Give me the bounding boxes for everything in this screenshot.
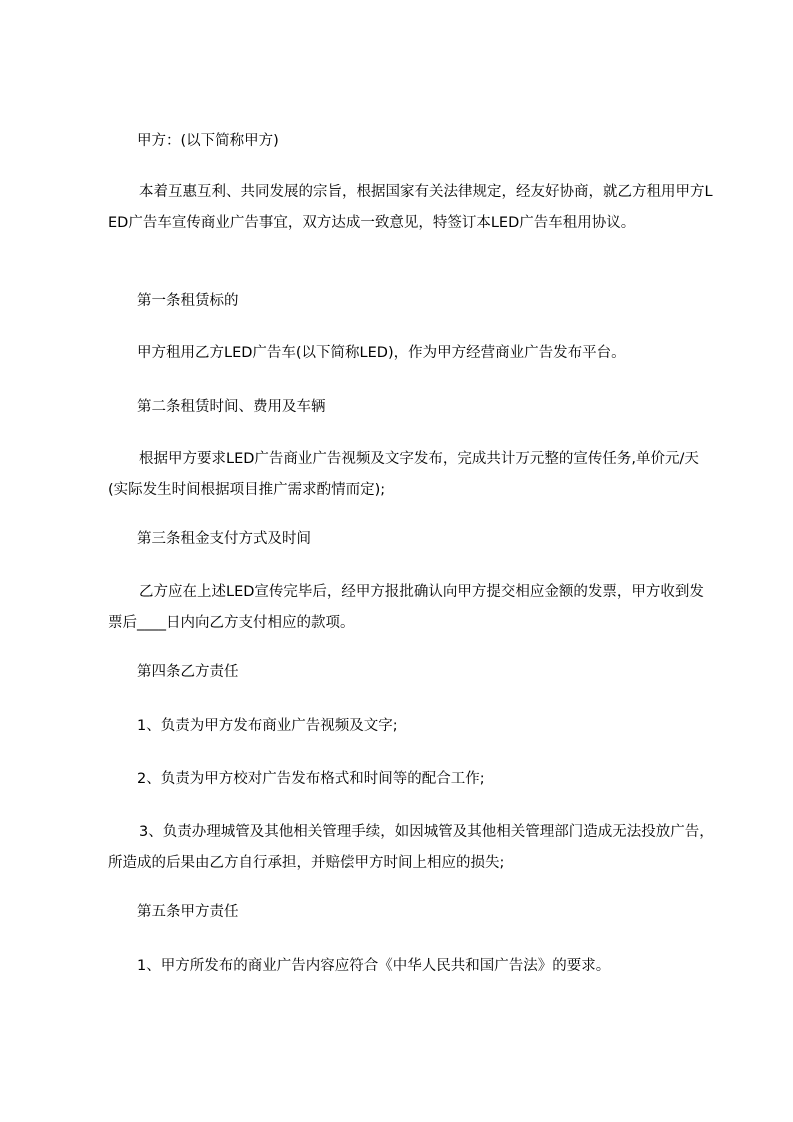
article-4-item-2: 2、负责为甲方校对广告发布格式和时间等的配合工作; — [137, 771, 485, 787]
party-a-line: 甲方：(以下简称甲方) — [137, 133, 279, 149]
intro-paragraph: 本着互惠互利、共同发展的宗旨，根据国家有关法律规定，经友好协商，就乙方租用甲方LED广告车宣传商业广告事宜，双方达成一致意见，特签订本LED广告车租用协议。 — [108, 184, 713, 231]
article-5-item-1: 1、甲方所发布的商业广告内容应符合《中华人民共和国广告法》的要求。 — [137, 958, 611, 974]
article-1-title: 第一条租赁标的 — [137, 293, 239, 309]
article-3-body: 乙方应在上述LED宣传完毕后，经甲方报批确认向甲方提交相应金额的发票，甲方收到发票后____日内向乙方支付相应的款项。 — [108, 584, 704, 631]
article-2-body: 根据甲方要求LED广告商业广告视频及文字发布，完成共计万元整的宣传任务,单价元/天(实际发生时间根据项目推广需求酌情而定); — [108, 451, 699, 498]
article-4-item-3: 3、负责办理城管及其他相关管理手续，如因城管及其他相关管理部门造成无法投放广告，所造成的后果由乙方自行承担，并赔偿甲方时间上相应的损失; — [108, 824, 714, 871]
article-5-title: 第五条甲方责任 — [137, 904, 239, 920]
article-3-title: 第三条租金支付方式及时间 — [137, 531, 311, 547]
article-1-body: 甲方租用乙方LED广告车(以下简称LED)，作为甲方经营商业广告发布平台。 — [137, 345, 626, 361]
article-4-item-1: 1、负责为甲方发布商业广告视频及文字; — [137, 718, 398, 734]
article-4-title: 第四条乙方责任 — [137, 664, 239, 680]
article-2-title: 第二条租赁时间、费用及车辆 — [137, 399, 326, 415]
